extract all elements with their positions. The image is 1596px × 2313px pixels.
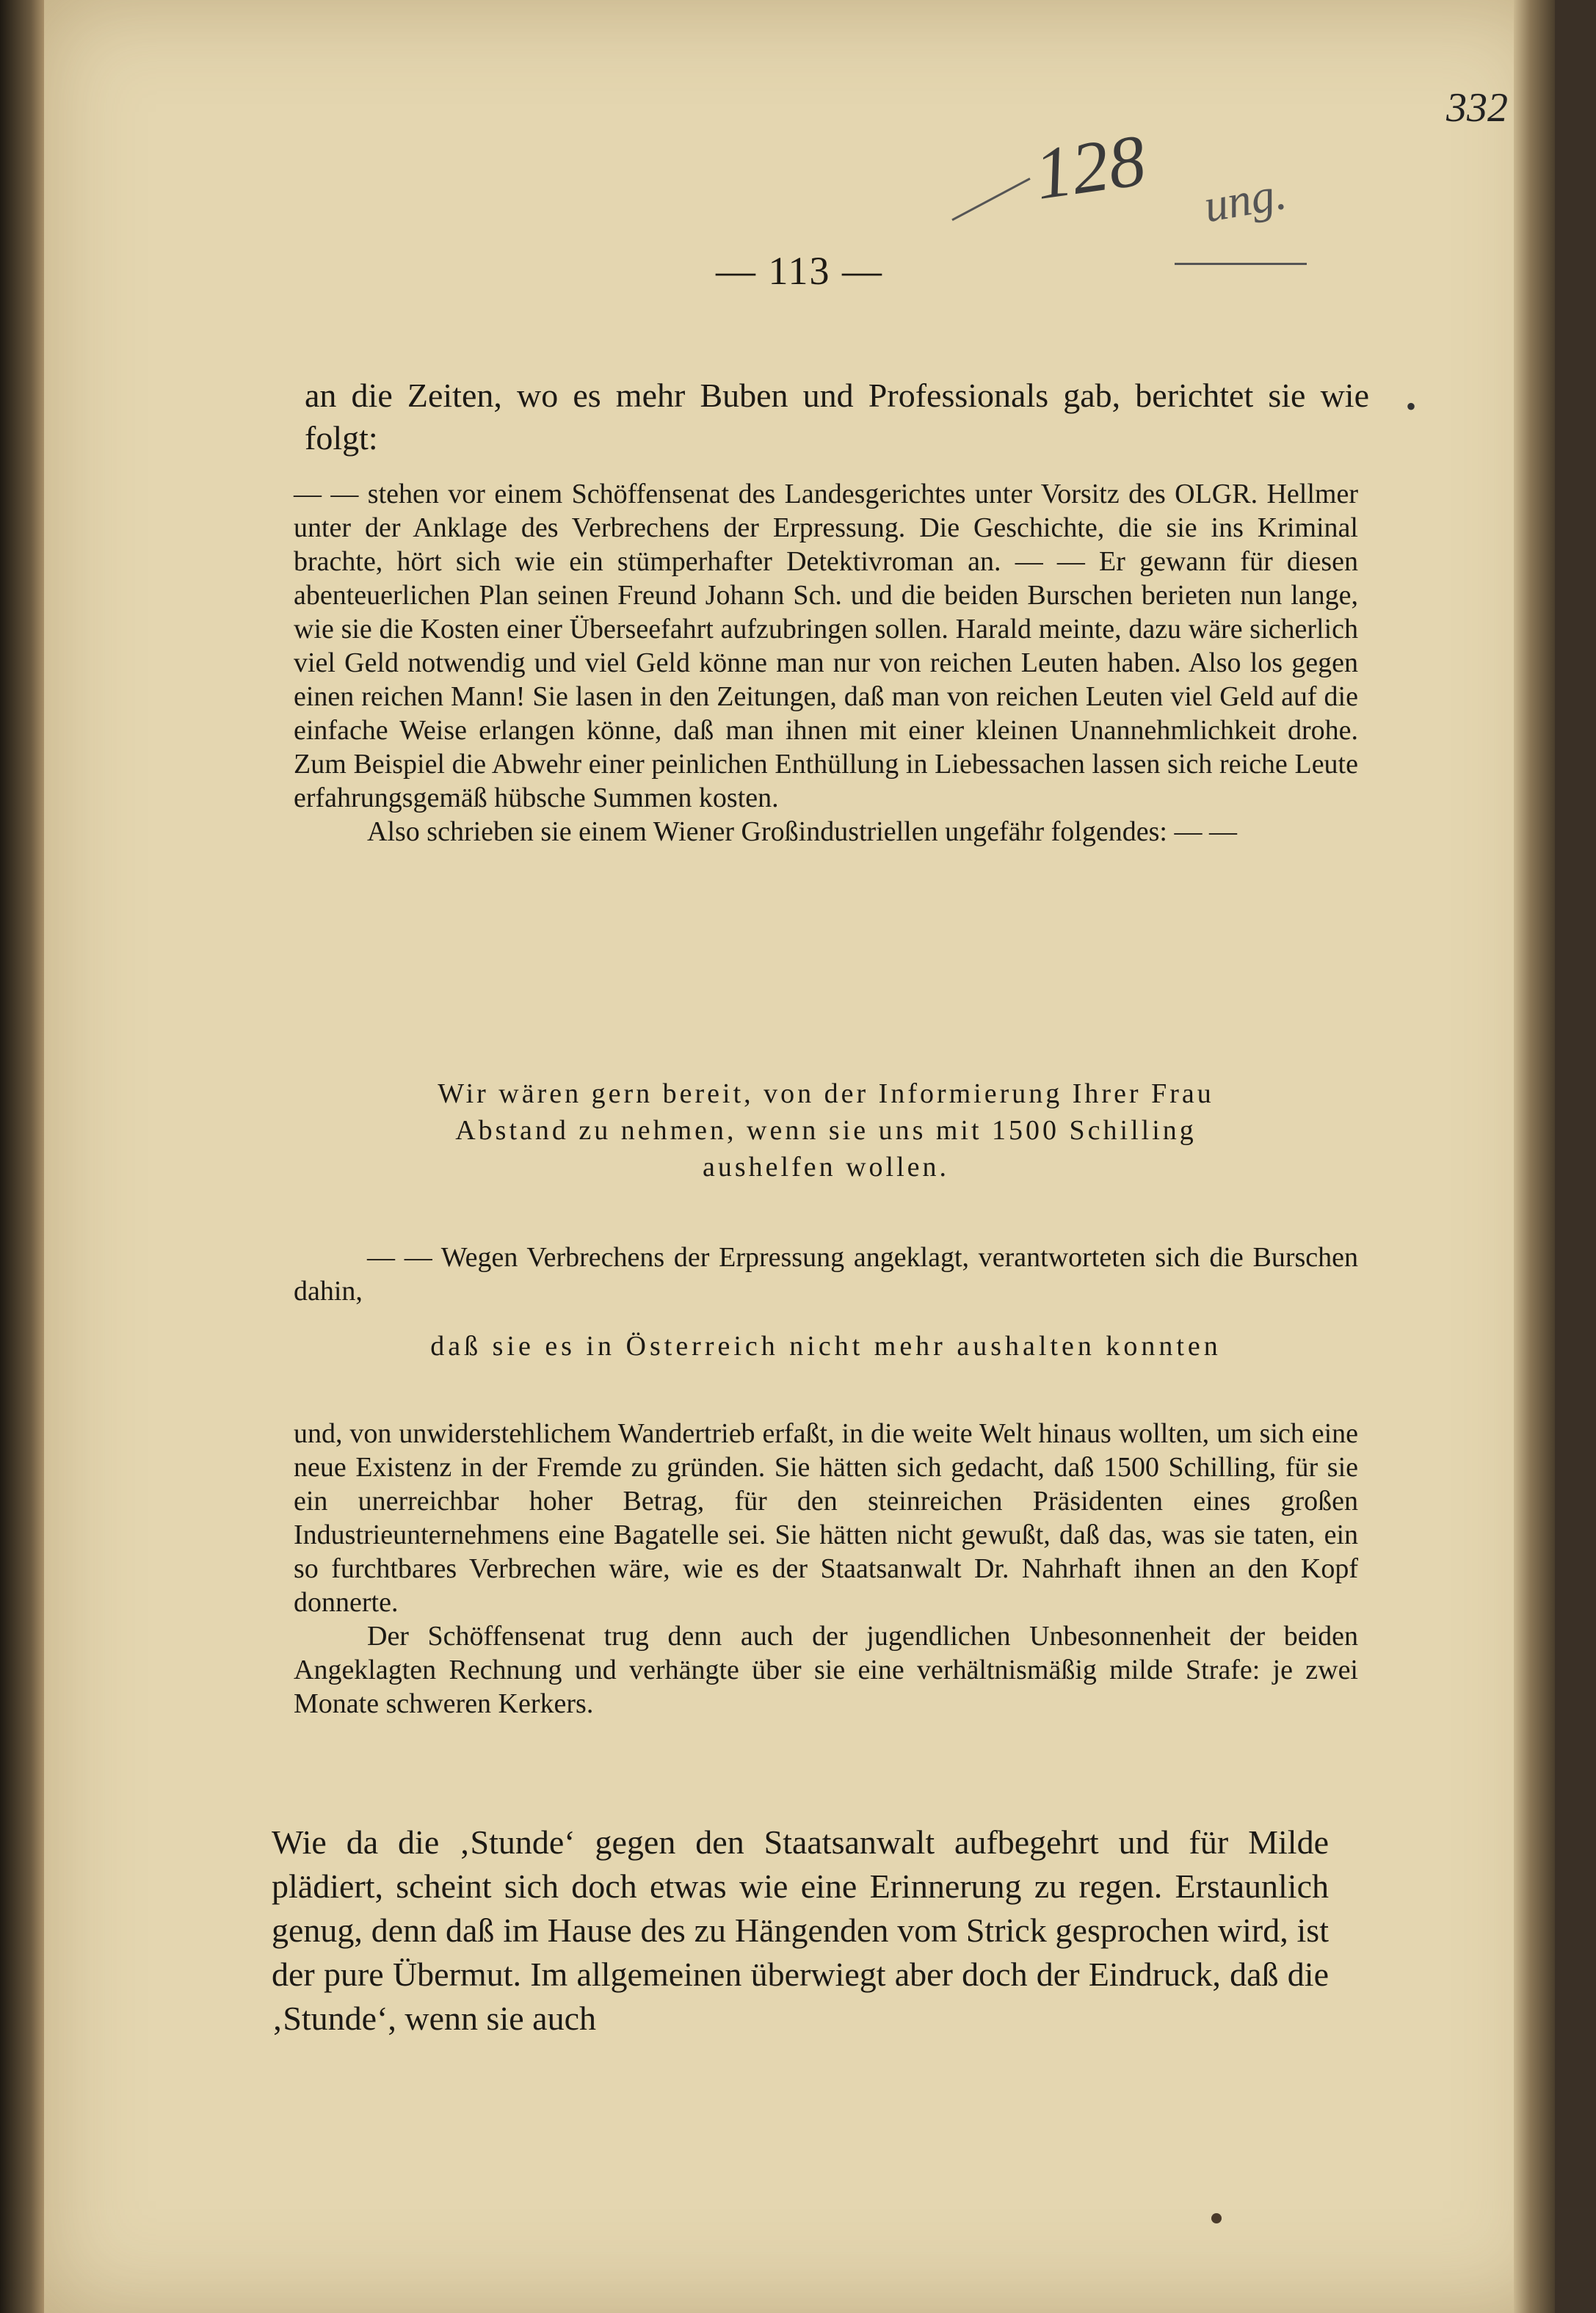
defense-continuation bbox=[294, 1417, 1358, 1721]
defense-statement: daß sie es in Österreich nicht mehr aushalten konnten bbox=[430, 1331, 1222, 1362]
ink-spot bbox=[1211, 2213, 1222, 2223]
opening-paragraph: an die Zeiten, wo es mehr Buben und Professionals gab, berichtet sie wie folgt: bbox=[305, 377, 1369, 457]
archive-number: 332 bbox=[1446, 85, 1508, 131]
handwritten-stroke bbox=[951, 178, 1030, 221]
margin-mark: • bbox=[1406, 390, 1417, 423]
continuation-paragraph-1: und, von unwiderstehlichem Wandertrieb erfaßt, in die weite Welt hinaus wollten, um sich eine neue Existenz in der Fremde zu gründen. Sie hätten sich gedacht, daß 1500 Schilling, für sie ein unerreichbar hoher Betrag, für den steinreichen Präsidenten eines großen Industrieunternehmens eine Bagatelle sei. Sie hätten nicht gewußt, daß das, was sie taten, ein so furchtbares Verbrechen wäre, wie es der Staatsanwalt Dr. Nahrhaft ihnen an den Kopf donnerte. bbox=[294, 1418, 1358, 1618]
after-letter-paragraph: — — Wegen Verbrechens der Erpressung angeklagt, verantworteten sich die Burschen dahin, bbox=[294, 1242, 1358, 1307]
quote-paragraph-2: Also schrieben sie einem Wiener Großindustriellen ungefähr folgendes: — — bbox=[367, 816, 1237, 847]
quote-paragraph-1: — — stehen vor einem Schöffensenat des Landesgerichtes unter Vorsitz des OLGR. Hellmer unter der Anklage des Verbrechens der Erpressung. Die Geschichte, die sie ins Kriminal brachte, hört sich wie ein stümperhafter Detektivroman an. — — Er gewann für diesen abenteuerlichen Plan seinen Freund Johann Sch. und die beiden Burschen berieten nun lange, wie sie die Kosten einer Überseefahrt aufzubringen sollen. Harald meinte, dazu wäre sicherlich viel Geld notwendig und viel Geld könne man nur von reichen Leuten haben. Also los gegen einen reichen Mann! Sie lasen in den Zeitungen, daß man von reichen Leuten viel Geld auf die einfache Weise erlangen könne, daß man ihnen mit einer kleinen Unannehmlichkeit drohe. Zum Beispiel die Abwehr einer peinlichen Enthüllung in Liebessachen lassen sich reiche Leute erfahrungsgemäß hübsche Summen kosten. bbox=[294, 479, 1358, 813]
closing-paragraph: Wie da die ‚Stunde‘ gegen den Staatsanwalt aufbegehrt und für Milde plädiert, scheint sich doch etwas wie eine Erinnerung zu regen. Erstaunlich genug, denn daß im Hause des zu Hängenden vom Strick gesprochen wird, ist der pure Übermut. Im allgemeinen überwiegt aber doch der Eindruck, daß die ‚Stunde‘, wenn sie auch bbox=[272, 1823, 1329, 2037]
handwritten-number: 128 bbox=[1030, 119, 1150, 215]
page-number: — 113 — bbox=[716, 249, 883, 293]
newspaper-quote bbox=[294, 477, 1358, 849]
continuation-paragraph-2: Der Schöffensenat trug denn auch der jugendlichen Unbesonnenheit der beiden Angeklagten Rechnung und verhängte über sie eine verhältnismäßig milde Strafe: je zwei Monate schweren Kerkers. bbox=[294, 1621, 1358, 1719]
blackmail-letter: Wir wären gern bereit, von der Informierung Ihrer Frau Abstand zu nehmen, wenn sie uns mit 1500 Schilling aushelfen wollen. bbox=[438, 1078, 1214, 1183]
book-page bbox=[44, 0, 1555, 2313]
handwritten-note: ung. bbox=[1200, 166, 1291, 233]
page-edge bbox=[1514, 0, 1555, 2313]
book-gutter bbox=[0, 0, 44, 2313]
